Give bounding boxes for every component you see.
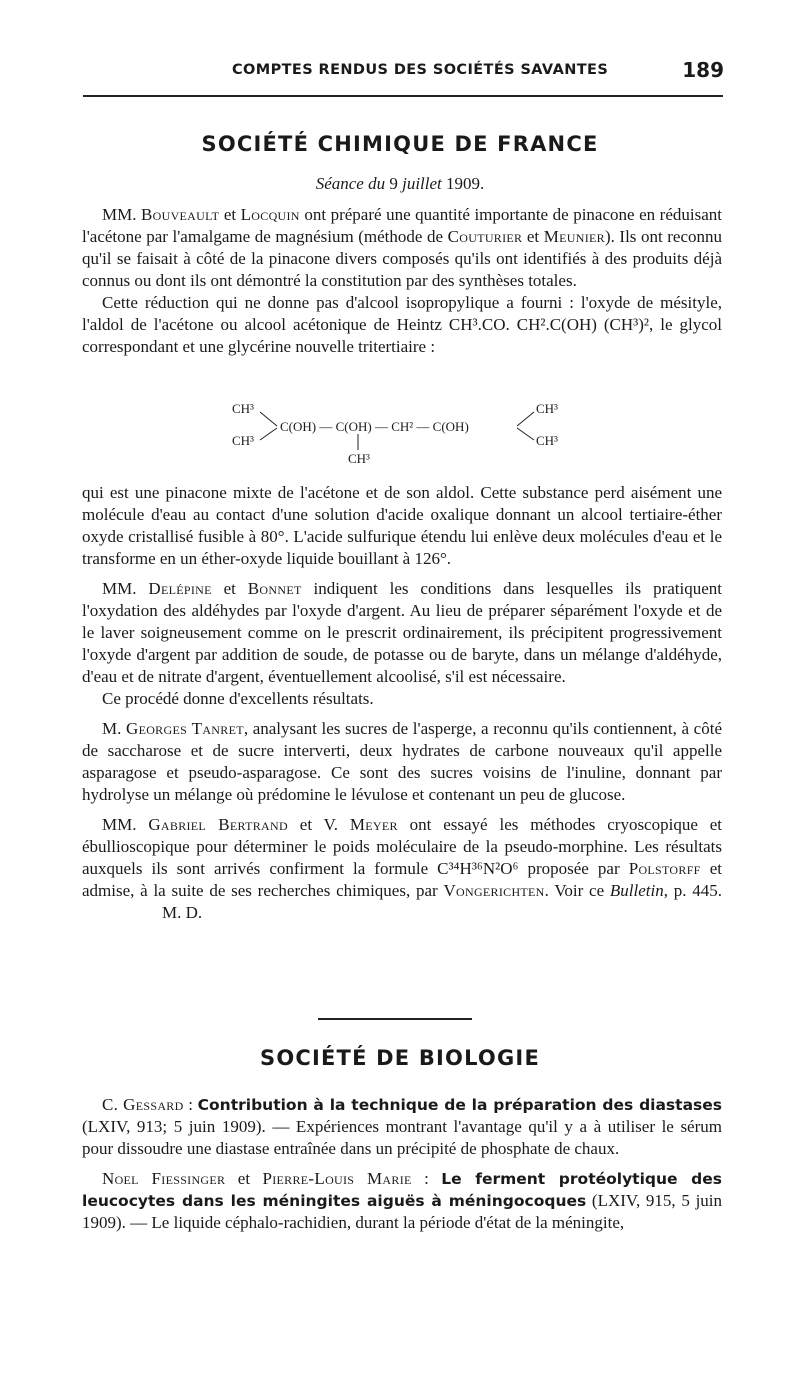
formula-ch3-under: CH³ bbox=[348, 451, 370, 466]
author-name: Noel Fiessinger bbox=[102, 1169, 226, 1188]
article-title: Le ferment protéolytique des leucocytes dans les méningites aiguës à méningocoques bbox=[82, 1170, 722, 1210]
article-title: Contribution à la technique de la préparation des diastases bbox=[197, 1096, 722, 1114]
formula-ch3-bottom-left: CH³ bbox=[232, 433, 254, 448]
chemical-formula bbox=[230, 398, 630, 474]
paragraph-fiessinger: Noel Fiessinger et Pierre-Louis Marie : Le ferment protéolytique des leucocytes dans les méningites aiguës à méningocoques (LXIV, 915, 5 juin 1909). — Le liquide céphalo-rachidien, durant la période d'état de la méningite, bbox=[82, 1169, 723, 1232]
author-name: Delépine bbox=[148, 579, 212, 598]
author-name: Locquin bbox=[240, 205, 300, 224]
running-header bbox=[82, 58, 724, 84]
formula-ch3-top-right: CH³ bbox=[536, 401, 558, 416]
page-number: 189 bbox=[682, 58, 724, 82]
journal-name: Bulletin bbox=[609, 881, 664, 900]
author-name: Bonnet bbox=[247, 579, 302, 598]
formula-bonds bbox=[230, 398, 630, 474]
running-title: COMPTES RENDUS DES SOCIÉTÉS SAVANTES bbox=[232, 62, 609, 78]
paragraph-bertrand: MM. Gabriel Bertrand et V. Meyer ont essayé les méthodes cryoscopique et ébullioscopique pour déterminer le poids moléculaire de la pseudo-morphine. Les résultats auxquels ils sont arrivés confirment la formule C³⁴H³⁶N²O⁶ proposée par Polstorff et admise, à la suite de ses recherches chimiques, par Vongerichten. Voir ce Bulletin, p. 445.M. D. bbox=[82, 815, 723, 922]
paragraph-delepine: MM. Delépine et Bonnet indiquent les conditions dans lesquelles ils pratiquent l'oxydation des aldéhydes par l'oxyde d'argent. Au lieu de préparer séparément l'oxyde et de le laver soigneusement comme on le prescrit ordinairement, ils précipitent progressivement l'oxyde d'argent par addition de soude, de potasse ou de baryte, dans un mélange d'aldéhyde, d'eau et de nitrate d'argent, éventuellement alcoolisé, s'il est nécessaire. bbox=[82, 579, 722, 686]
author-name: Meunier bbox=[543, 227, 605, 246]
formula-ch3-bottom-right: CH³ bbox=[536, 433, 558, 448]
paragraph-reduction: Cette réduction qui ne donne pas d'alcool isopropylique a fourni : l'oxyde de mésityle, l'aldol de l'acétone ou alcool acétonique de Heintz CH³.CO. CH².C(OH) (CH³)², le glycol correspondant et une glycérine nouvelle tritertiaire : bbox=[82, 293, 722, 356]
chimique-block-2 bbox=[82, 482, 722, 924]
section-title-chimique: SOCIÉTÉ CHIMIQUE DE FRANCE bbox=[201, 132, 599, 156]
signature: M. D. bbox=[162, 903, 203, 922]
paragraph-procede: Ce procédé donne d'excellents résultats. bbox=[102, 689, 374, 708]
author-name: Georges Tanret bbox=[126, 719, 244, 738]
formula-chain: C(OH) — C(OH) — CH² — C(OH) bbox=[280, 419, 469, 434]
biologie-block bbox=[82, 1094, 722, 1234]
seance-year: 1909. bbox=[446, 174, 485, 193]
author-name: Bouveault bbox=[141, 205, 220, 224]
author-name: Gabriel Bertrand bbox=[148, 815, 288, 834]
author-name: C. Gessard bbox=[102, 1095, 184, 1114]
author-name: Couturier bbox=[447, 227, 523, 246]
section-title-biologie: SOCIÉTÉ DE BIOLOGIE bbox=[260, 1046, 540, 1070]
author-name: Vongerichten bbox=[443, 881, 545, 900]
author-name: Polstorff bbox=[628, 859, 701, 878]
formula-ch3-top-left: CH³ bbox=[232, 401, 254, 416]
author-name: Meyer bbox=[349, 815, 398, 834]
header-rule bbox=[83, 95, 723, 97]
chimique-block-1 bbox=[82, 204, 722, 358]
section-divider bbox=[318, 1018, 472, 1020]
author-name: Pierre-Louis Marie bbox=[262, 1169, 412, 1188]
paragraph-tanret: M. Georges Tanret, analysant les sucres de l'asperge, a reconnu qu'ils contiennent, à côté de saccharose et de sucre interverti, deux hydrates de carbone nouveaux qu'il appelle asparagose et pseudo-asparagose. Ce sont des sucres voisins de l'inuline, donnant par hydrolyse un mélange où prédomine le lévulose et contenant un peu de glucose. bbox=[82, 719, 722, 804]
paragraph-gessard: C. Gessard : Contribution à la technique de la préparation des diastases (LXIV, 913; 5 juin 1909). — Expériences montrant l'avantage qu'il y a à utiliser le sérum pour dissoudre une diastase entraînée dans un précipité de phosphate de chaux. bbox=[82, 1095, 722, 1158]
seance-prefix: Séance du bbox=[315, 174, 386, 193]
seance-month: juillet bbox=[402, 174, 442, 193]
seance-date bbox=[0, 174, 800, 194]
seance-day: 9 bbox=[389, 174, 398, 193]
paragraph-pinacone: qui est une pinacone mixte de l'acétone et de son aldol. Cette substance perd aisément une molécule d'eau au contact d'une solution d'acide oxalique donnant un alcool tertiaire-éther oxyde cristallisé fusible à 80°. L'acide sulfurique étendu lui enlève deux molécules d'eau et le transforme en un éther-oxyde liquide bouillant à 126°. bbox=[82, 483, 722, 568]
paragraph-bouveault: MM. Bouveault et Locquin ont préparé une quantité importante de pinacone en réduisant l'acétone par l'amalgame de magnésium (méthode de Couturier et Meunier). Ils ont reconnu qu'il se faisait à côté de la pinacone divers composés qu'ils ont identifiés à des produits déjà connus ou dont ils ont démontré la constitution par des synthèses totales. bbox=[82, 205, 722, 290]
